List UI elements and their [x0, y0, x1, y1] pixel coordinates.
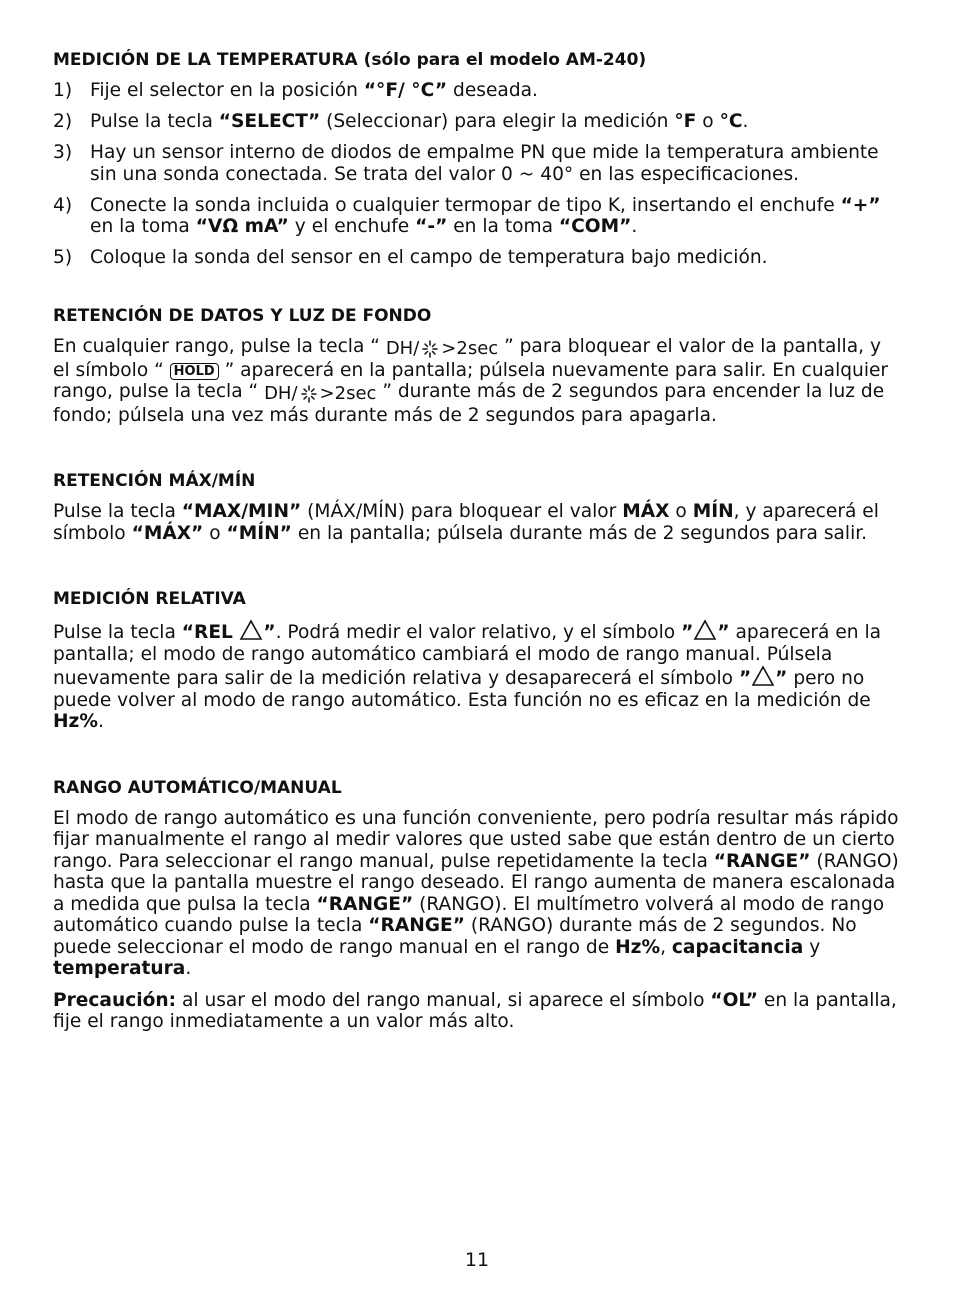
maxmin-heading: RETENCIÓN MÁX/MÍN: [53, 471, 256, 491]
relative-text-1: Pulse la tecla: [53, 622, 182, 643]
step-number: 3): [53, 142, 73, 163]
bold-text: °F: [674, 111, 697, 132]
text-run: o: [696, 111, 720, 132]
hold-text-3: ” aparecerá en la pantalla; púlsela nuevamente para salir. En cualquier rango, pulse la tecla “: [53, 359, 889, 402]
bold-text: “COM”: [558, 216, 632, 237]
quote-mark: ”: [681, 622, 694, 643]
text-run: en la toma: [90, 216, 196, 237]
text-run: .: [742, 111, 749, 132]
bold-text: Hz%: [615, 936, 661, 958]
manual-page: [53, 48, 903, 1033]
bold-text: “SELECT”: [218, 111, 321, 132]
step-text: [90, 80, 903, 102]
bold-text: capacitancia: [671, 936, 804, 958]
text-run: Fije el selector en la posición: [90, 80, 364, 101]
quote-mark: ”: [738, 668, 752, 689]
hold-text-1: En cualquier rango, pulse la tecla “: [53, 336, 386, 357]
backlight-icon: [420, 340, 440, 358]
hold-text-2: ” para bloquear el valor de la pantalla, y el símbolo “: [53, 336, 881, 381]
text-run: Pulse la tecla: [53, 501, 182, 522]
relative-paragraph: [53, 619, 903, 733]
step-text: [90, 247, 903, 269]
temperature-step: [53, 247, 903, 269]
hold-symbol: HOLD: [170, 363, 219, 380]
text-run: al usar el modo del rango manual, si aparece el símbolo: [176, 989, 711, 1011]
relative-heading: MEDICIÓN RELATIVA: [53, 589, 246, 609]
text-run: o: [203, 522, 227, 544]
hz-label: Hz%: [53, 711, 99, 732]
bold-text: “MÍN”: [226, 522, 292, 544]
quote-mark: ”: [263, 622, 276, 643]
text-run: (RANGO) hasta que la pantalla muestre el rango deseado. El rango aumenta de manera escalonada a medida que pulsa la tecla: [53, 850, 899, 915]
bold-text: “+”: [840, 194, 881, 216]
relative-text-5: .: [98, 711, 104, 732]
bold-text: “RANGE”: [368, 915, 465, 936]
text-run: (MÁX/MÍN) para bloquear el valor: [301, 501, 623, 522]
step-number: 2): [53, 111, 73, 132]
bold-text: “-”: [415, 216, 448, 237]
backlight-icon: [299, 385, 319, 403]
quote-mark: ”: [775, 668, 788, 689]
bold-text: Precaución:: [53, 989, 177, 1011]
step-text: [90, 111, 903, 133]
bold-text: MÍN: [692, 501, 734, 522]
text-run: Pulse la tecla: [90, 111, 219, 132]
bold-text: “RANGE”: [316, 893, 414, 915]
bold-text: “RANGE”: [713, 850, 811, 872]
text-run: Hay un sensor interno de diodos de empalme PN que mide la temperatura ambiente sin una sonda conectada. Se trata del valor 0 ~ 40° en las especificaciones.: [90, 142, 879, 185]
hold-paragraph: [53, 336, 903, 426]
text-run: o: [669, 501, 693, 522]
maxmin-paragraph: [53, 501, 903, 544]
text-run: ,: [660, 936, 672, 958]
text-run: en la pantalla, fije el rango inmediatamente a un valor más alto.: [53, 989, 897, 1032]
sec-label: >2sec: [319, 383, 377, 404]
text-run: (RANGO). El multímetro volverá al modo de rango automático cuando pulse la tecla: [53, 893, 885, 936]
text-run: (Seleccionar) para elegir la medición: [320, 111, 675, 132]
range-heading: RANGO AUTOMÁTICO/MANUAL: [53, 777, 342, 798]
step-text: [90, 195, 903, 238]
delta-icon: [693, 619, 717, 641]
bold-text: “MÁX”: [131, 522, 204, 544]
dh-label: DH/: [385, 338, 420, 359]
temperature-step: [53, 142, 903, 185]
page-number: 11: [464, 1249, 490, 1271]
relative-text-2: . Podrá medir el valor relativo, y el símbolo: [275, 622, 682, 643]
temperature-step: [53, 195, 903, 238]
text-run: en la toma: [447, 216, 559, 237]
text-run: en la pantalla; púlsela durante más de 2 segundos para salir.: [291, 522, 868, 544]
step-number: 4): [53, 194, 73, 216]
bold-text: “VΩ mA”: [195, 216, 289, 237]
rel-key-label: “REL: [181, 622, 240, 643]
text-run: .: [631, 216, 638, 237]
quote-mark: ”: [717, 622, 730, 643]
text-run: deseada.: [447, 80, 538, 101]
text-run: y el enchufe: [288, 216, 416, 237]
text-run: Coloque la sonda del sensor en el campo de temperatura bajo medición.: [90, 247, 768, 268]
text-run: El modo de rango automático es una función conveniente, pero podría resultar más rápido fijar manualmente el rango al medir valores que usted sabe que están dentro de un cierto rango. Para seleccionar el rango manual, pulse repetidamente la tecla: [53, 807, 899, 872]
dh-backlight-key: [386, 338, 498, 360]
hold-heading: RETENCIÓN DE DATOS Y LUZ DE FONDO: [53, 306, 432, 326]
bold-text: °C: [719, 111, 743, 132]
text-run: (RANGO) durante más de 2 segundos. No puede seleccionar el modo de rango manual en el rango de: [53, 915, 857, 958]
temperature-step: [53, 80, 903, 102]
relative-text-4: pero no puede volver al modo de rango automático. Esta función no es eficaz en la medición de: [53, 668, 871, 711]
step-number: 1): [53, 80, 73, 101]
bold-text: temperatura: [53, 958, 186, 979]
bold-text: MÁX: [622, 501, 670, 522]
delta-icon: [751, 665, 775, 687]
relative-text-3: aparecerá en la pantalla; el modo de rango automático cambiará el modo de rango manual. Púlsela nuevamente para salir de la medición relativa y desaparecerá el símbolo: [53, 622, 882, 689]
text-run: Conecte la sonda incluida o cualquier termopar de tipo K, insertando el enchufe: [90, 194, 841, 216]
delta-icon: [239, 619, 263, 641]
sec-label: >2sec: [441, 338, 499, 359]
temperature-steps: [53, 80, 903, 269]
step-text: [90, 142, 903, 185]
bold-text: “OL”: [710, 989, 759, 1011]
text-run: , y aparecerá el símbolo: [53, 501, 879, 544]
bold-text: “MAX/MIN”: [181, 501, 302, 522]
dh-backlight-key: [264, 383, 376, 405]
temperature-step: [53, 111, 903, 133]
dh-label: DH/: [264, 383, 298, 404]
caution-paragraph: [53, 990, 903, 1033]
range-paragraph: [53, 808, 903, 980]
text-run: .: [185, 958, 192, 979]
hold-text-4: ” durante más de 2 segundos para encender la luz de fondo; púlsela una vez más durante más de 2 segundos para apagarla.: [53, 381, 885, 426]
temperature-heading: MEDICIÓN DE LA TEMPERATURA (sólo para el modelo AM-240): [53, 50, 647, 70]
bold-text: “°F/ °C”: [363, 80, 448, 101]
text-run: y: [803, 936, 821, 958]
step-number: 5): [53, 247, 73, 268]
